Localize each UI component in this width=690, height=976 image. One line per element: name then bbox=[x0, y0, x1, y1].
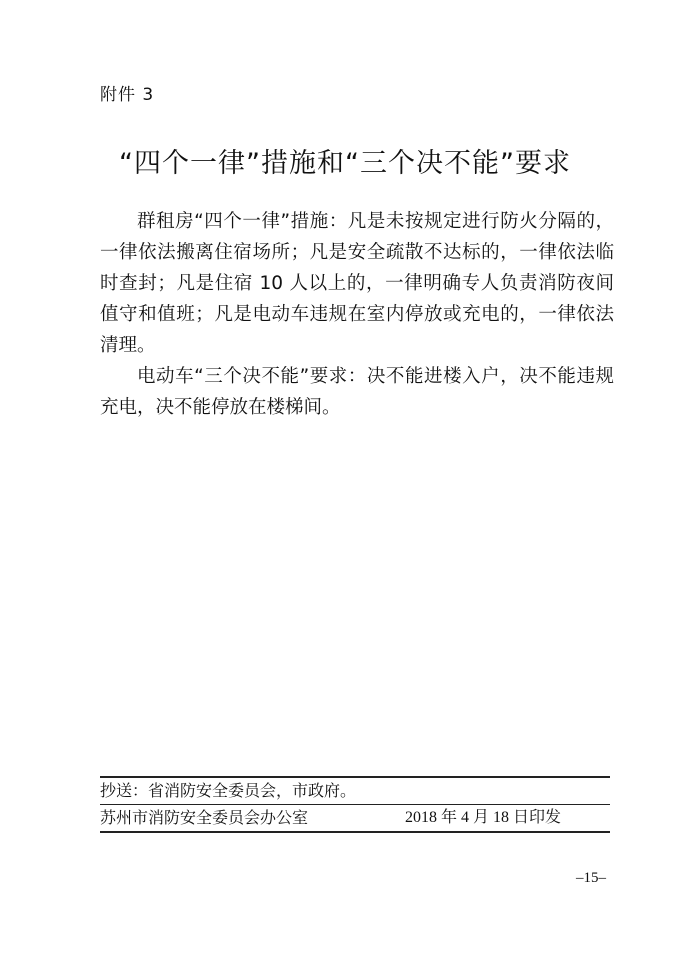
distribution-footer bbox=[100, 776, 610, 833]
issue-date: 2018 年 4 月 18 日印发 bbox=[405, 809, 562, 826]
page-number: –15– bbox=[576, 870, 606, 886]
document-body bbox=[100, 206, 614, 423]
divider-bottom bbox=[100, 831, 610, 833]
document-title: “四个一律”措施和“三个决不能”要求 bbox=[119, 148, 571, 179]
issuer-name: 苏州市消防安全委员会办公室 bbox=[100, 808, 309, 827]
body-paragraph: 群租房“四个一律”措施：凡是未按规定进行防火分隔的，一律依法搬离住宿场所；凡是安全疏散不达标的，一律依法临时查封；凡是住宿 10 人以上的，一律明确专人负责消防夜间值守和值班；凡是电动车违规在室内停放或充电的，一律依法清理。 bbox=[100, 211, 614, 356]
body-paragraph: 电动车“三个决不能”要求：决不能进楼入户，决不能违规充电，决不能停放在楼梯间。 bbox=[100, 366, 614, 418]
issuer-line bbox=[100, 805, 610, 831]
cc-line: 抄送：省消防安全委员会，市政府。 bbox=[100, 780, 357, 800]
attachment-label: 附件 3 bbox=[100, 85, 155, 105]
